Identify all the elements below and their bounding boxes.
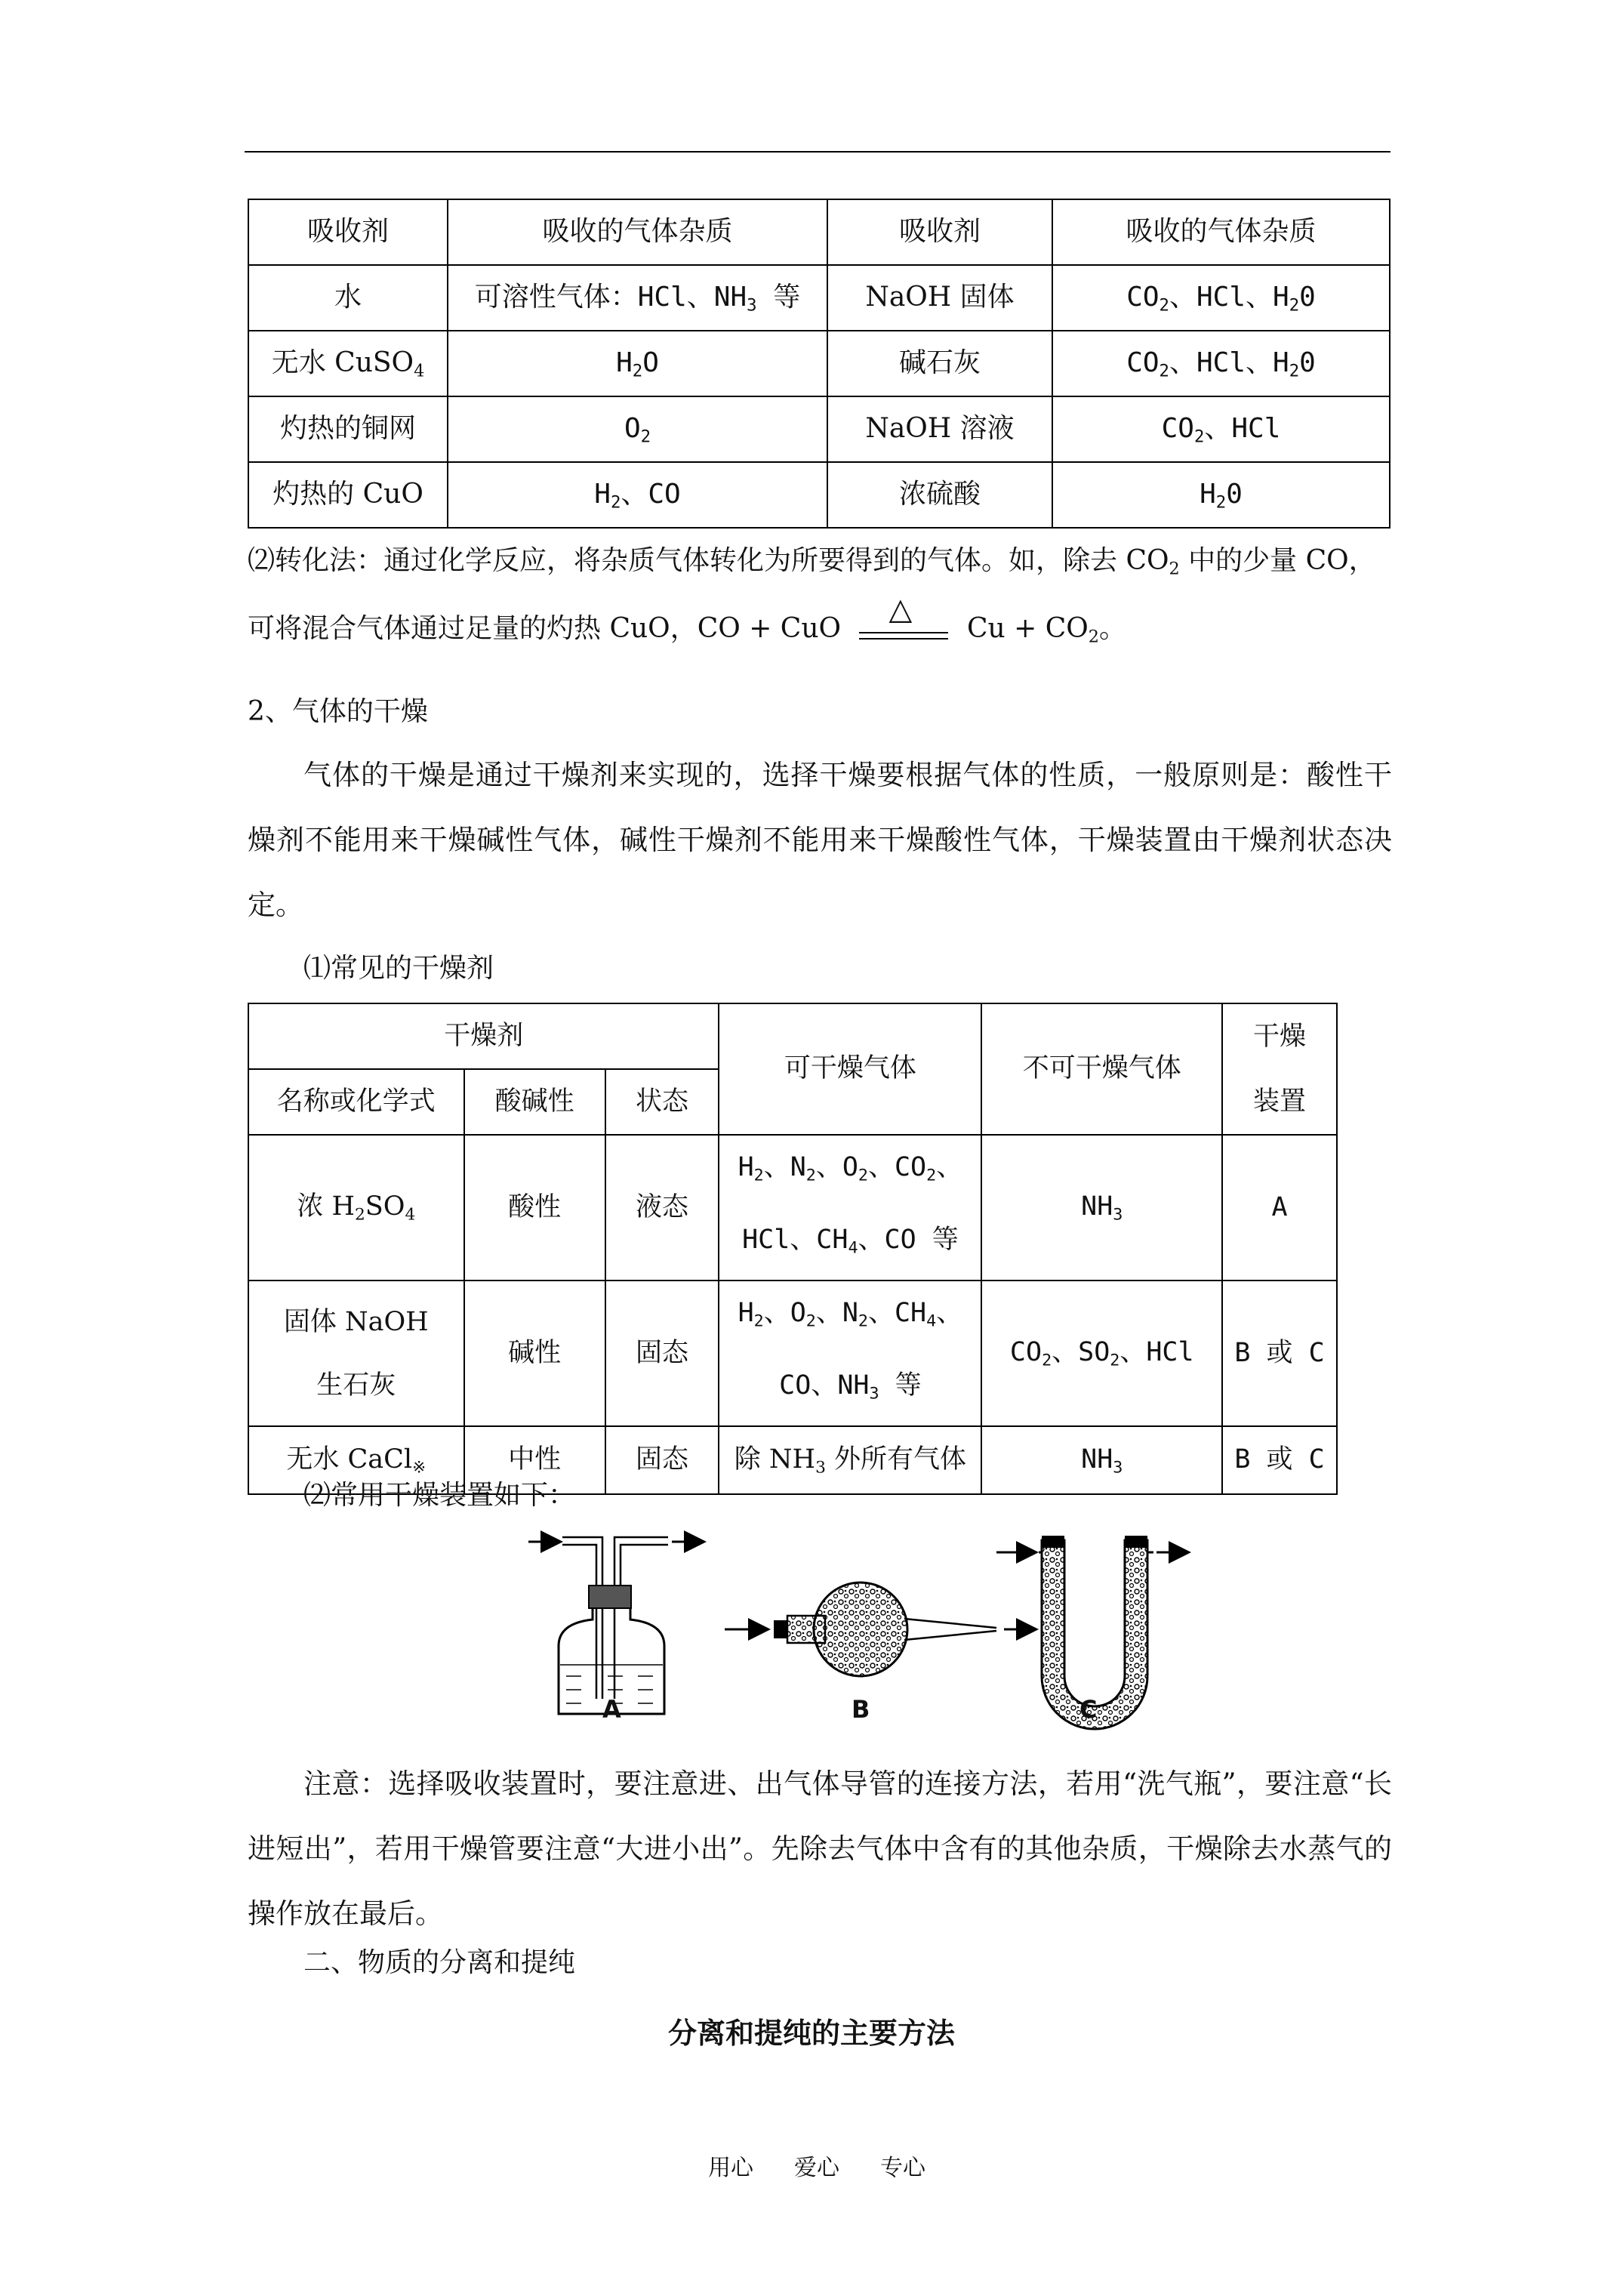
stopper-right bbox=[1125, 1536, 1147, 1548]
dryable-gases: 除 $NH_3$ 外所有气体 bbox=[719, 1426, 981, 1494]
wash-bottle-device-a bbox=[528, 1537, 702, 1714]
non-dryable-gases: $CO_2$、$SO_2$、HCl bbox=[981, 1281, 1222, 1426]
section-title-separation: 二、物质的分离和提纯 bbox=[303, 1947, 576, 1978]
agent-acidity: 碱性 bbox=[464, 1281, 605, 1426]
table-header-row bbox=[248, 199, 1390, 265]
impurity-cell: 可溶性气体：HCl、$NH_3$ 等 bbox=[448, 265, 827, 331]
header-cell: 吸收的气体杂质 bbox=[448, 199, 827, 265]
header-cell: 吸收剂 bbox=[248, 199, 448, 265]
impurity-cell: $CO_2$、HCl、$H_20$ bbox=[1052, 265, 1390, 331]
equals-rule-top bbox=[859, 632, 948, 633]
non-dryable-gases: $NH_3$ bbox=[981, 1135, 1222, 1281]
agent-name: 固体 NaOH 生石灰 bbox=[248, 1281, 464, 1426]
impurity-cell: $CO_2$、HCl bbox=[1052, 396, 1390, 462]
table-row bbox=[248, 1135, 1337, 1281]
section-title-drying: 2、气体的干燥 bbox=[248, 696, 428, 727]
header-cell: 吸收的气体杂质 bbox=[1052, 199, 1390, 265]
impurity-cell: $H_2O$ bbox=[448, 331, 827, 396]
header-non-dryable-gases: 不可干燥气体 bbox=[981, 1003, 1222, 1135]
footer-text-3: 专心 bbox=[880, 2155, 925, 2181]
agent-state: 液态 bbox=[605, 1135, 719, 1281]
header-cell: 吸收剂 bbox=[827, 199, 1052, 265]
conversion-line-1: ⑵转化法：通过化学反应，将杂质气体转化为所要得到的气体。如，除去 $CO_2$ 中的少量 CO， bbox=[248, 545, 1376, 579]
stopper-left bbox=[1042, 1536, 1064, 1548]
table-row bbox=[248, 331, 1390, 396]
equals-rule-bottom bbox=[859, 638, 948, 639]
header-rule bbox=[245, 151, 1390, 153]
delta-symbol: △ bbox=[888, 592, 913, 627]
impurity-cell: $H_2$、CO bbox=[448, 462, 827, 528]
absorbent-cell: NaOH 固体 bbox=[827, 265, 1052, 331]
agent-name: 浓 $H_2SO_4$ bbox=[248, 1135, 464, 1281]
drying-bulb bbox=[814, 1583, 907, 1676]
header-dryable-gases: 可干燥气体 bbox=[719, 1003, 981, 1135]
absorbent-cell: 灼热的铜网 bbox=[248, 396, 448, 462]
device-label-a: A bbox=[602, 1695, 621, 1724]
stopper bbox=[589, 1586, 631, 1608]
dryer-subheading: ⑴常见的干燥剂 bbox=[303, 953, 494, 984]
absorbent-cell: 灼热的 CuO bbox=[248, 462, 448, 528]
header-drying-device: 干燥 装置 bbox=[1222, 1003, 1337, 1135]
header-acidity: 酸碱性 bbox=[464, 1069, 605, 1135]
conversion-line-2 bbox=[248, 592, 1127, 670]
absorbent-cell: 无水 CuSO$_4$ bbox=[248, 331, 448, 396]
device-code: B 或 C bbox=[1222, 1426, 1337, 1494]
inlet-stopper bbox=[774, 1620, 787, 1638]
impurity-cell: $H_20$ bbox=[1052, 462, 1390, 528]
conversion-equation-right: $Cu + CO_2$。 bbox=[966, 613, 1127, 647]
table-row bbox=[248, 396, 1390, 462]
impurity-cell: $O_2$ bbox=[448, 396, 827, 462]
dryable-gases: $H_2$、$O_2$、$N_2$、$CH_4$、 CO、$NH_3$ 等 bbox=[719, 1281, 981, 1426]
agent-state: 固态 bbox=[605, 1426, 719, 1494]
impurity-cell: $CO_2$、HCl、$H_20$ bbox=[1052, 331, 1390, 396]
drying-intro: 气体的干燥是通过干燥剂来实现的，选择干燥要根据气体的性质，一般原则是：酸性干燥剂不能用来干燥碱性气体，碱性干燥剂不能用来干燥酸性气体，干燥装置由干燥剂状态决定。 bbox=[248, 759, 1392, 921]
drying-agents-table bbox=[248, 1003, 1338, 1495]
agent-name: 无水 CaCl$_※$ bbox=[248, 1426, 464, 1494]
footer-text-2: 爱心 bbox=[794, 2155, 839, 2181]
absorbent-table bbox=[248, 199, 1390, 529]
short-outlet-tube bbox=[614, 1537, 668, 1699]
header-state: 状态 bbox=[605, 1069, 719, 1135]
table-row bbox=[248, 265, 1390, 331]
dryable-gases: $H_2$、$N_2$、$O_2$、$CO_2$、 HCl、$CH_4$、CO 等 bbox=[719, 1135, 981, 1281]
absorbent-cell: 水 bbox=[248, 265, 448, 331]
agent-acidity: 酸性 bbox=[464, 1135, 605, 1281]
drying-tube-device-b bbox=[725, 1583, 1034, 1676]
agent-acidity: 中性 bbox=[464, 1426, 605, 1494]
header-drying-agent: 干燥剂 bbox=[248, 1003, 719, 1069]
device-code: A bbox=[1222, 1135, 1337, 1281]
table-row bbox=[248, 1281, 1337, 1426]
footer-text-1: 用心 bbox=[708, 2155, 753, 2181]
device-code: B 或 C bbox=[1222, 1281, 1337, 1426]
note-paragraph: 注意：选择吸收装置时，要注意进、出气体导管的连接方法，若用“洗气瓶”，要注意“长进短出”，若用干燥管要注意“大进小出”。先除去气体中含有的其他杂质，干燥除去水蒸气的操作放在最后。 bbox=[248, 1767, 1392, 1930]
conversion-equation-left: 可将混合气体通过足量的灼热 CuO，CO + CuO bbox=[248, 613, 842, 644]
absorbent-cell: 浓硫酸 bbox=[827, 462, 1052, 528]
device-label-c: C bbox=[1079, 1695, 1098, 1724]
devices-caption: ⑵常用干燥装置如下： bbox=[303, 1480, 576, 1511]
absorbent-cell: NaOH 溶液 bbox=[827, 396, 1052, 462]
non-dryable-gases: $NH_3$ bbox=[981, 1426, 1222, 1494]
header-name: 名称或化学式 bbox=[248, 1069, 464, 1135]
device-label-b: B bbox=[852, 1695, 870, 1724]
absorbent-cell: 碱石灰 bbox=[827, 331, 1052, 396]
long-inlet-tube bbox=[562, 1537, 602, 1699]
heating-condition bbox=[859, 592, 950, 646]
agent-state: 固态 bbox=[605, 1281, 719, 1426]
table-row bbox=[248, 462, 1390, 528]
separation-methods-heading: 分离和提纯的主要方法 bbox=[667, 2017, 955, 2050]
outlet-taper bbox=[904, 1619, 996, 1640]
